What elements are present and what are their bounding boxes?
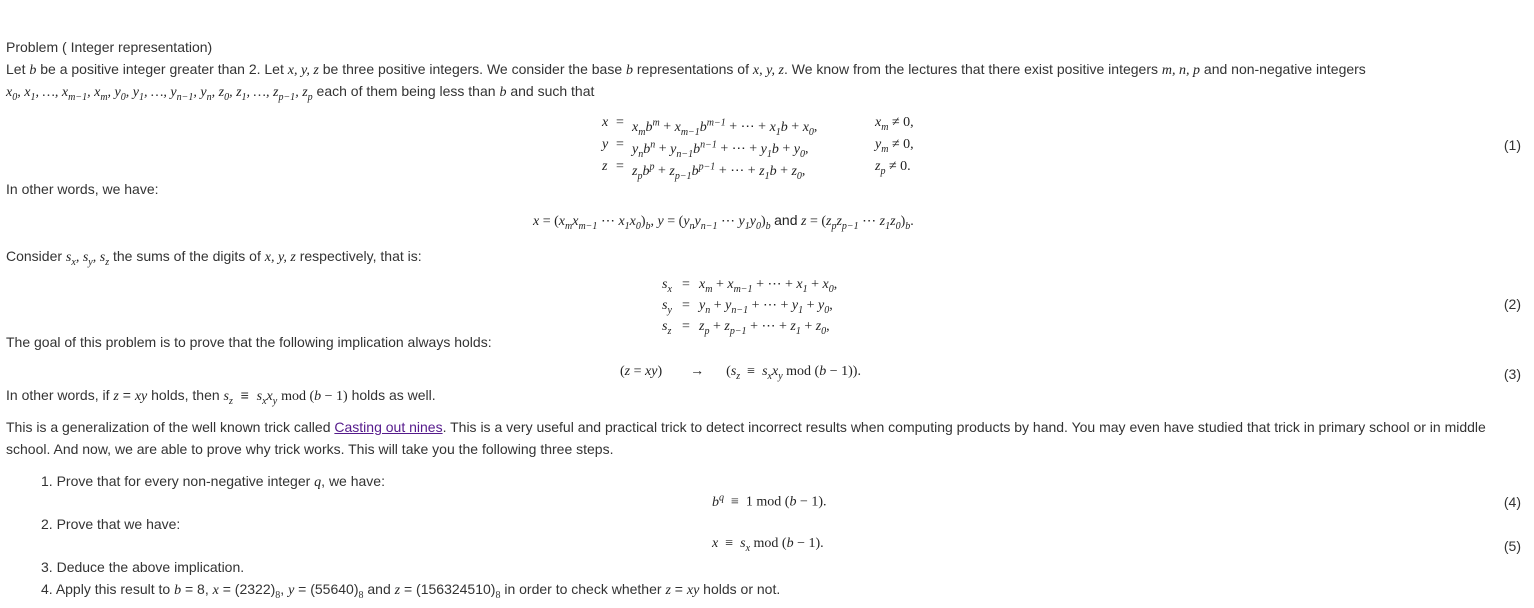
intro-line-2: $x_0$, $x_1$, …, $x_{m-1}$, $x_m$, $y_0$, $y_1$, …, $y_{n-1}$, $y_n$, $z_0$, $z_1$, …, $z_{p-1}$, $z_p$ each of them being less than b and such that (6, 83, 595, 103)
step-text: Prove that we have: (56, 516, 181, 532)
eq1-cond: ≠ 0, (891, 137, 914, 152)
step-number: 2. (41, 516, 53, 532)
intro-text: . We know from the lectures that there exist positive integers (783, 61, 1162, 77)
mod-word: mod (786, 364, 812, 379)
equation-3: $(z = xy) \to (s_z \equiv s_xx_y$ mod (b − 1)). (620, 364, 861, 382)
step-text: Prove that for every non-negative integer (56, 473, 315, 489)
step-number: 4. (41, 581, 53, 597)
step-4: 4. Apply this result to b = 8, $x = (2322)_8$, $y = (55640)_8$ and $z = (156324510)_8$ in order to check whether z = xy holds or not. (41, 581, 781, 601)
step-text: Deduce the above implication. (56, 559, 245, 575)
goal-line: The goal of this problem is to prove that the following implication always holds: (6, 334, 492, 350)
consider-text: the sums of the digits of (109, 248, 265, 264)
intro-text: representations of (633, 61, 753, 77)
implication-arrow: → (690, 364, 705, 379)
intro-text: be three positive integers. We consider the base (318, 61, 626, 77)
intro-text: Let (6, 61, 30, 77)
step-text: Apply this result to (55, 581, 175, 597)
step-3 (41, 559, 244, 575)
intro-text: be a positive integer greater than 2. Let (36, 61, 288, 77)
step-text: , we have: (321, 473, 385, 489)
step-number: 3. (41, 559, 53, 575)
step-text: holds or not. (699, 581, 781, 597)
in-other-words-1: In other words, we have: (6, 181, 159, 197)
casting-out-nines-link[interactable]: Casting out nines (334, 419, 443, 435)
base-representation-equation: $x = (x_mx_{m-1}$ ⋯ $x_1x_0)_b$, $y = (y_ny_{n-1}$ ⋯ $y_1y_0)_b$ and $z = (z_pz_{p-1}$ ⋯ $z_1z_0)_b$. (533, 212, 914, 232)
equation-number-4: (4) (1503, 494, 1521, 510)
step-2 (41, 516, 180, 532)
general-text: This is a generalization of the well known trick called (6, 419, 335, 435)
intro-text: each of them being less than (312, 83, 500, 99)
problem-heading: Problem ( Integer representation) (6, 39, 213, 55)
step-text: and (363, 581, 395, 597)
equation-number-2: (2) (1503, 296, 1521, 312)
equation-number-3: (3) (1503, 366, 1521, 382)
consider-line: Consider $s_x$, $s_y$, $s_z$ the sums of the digits of x, y, z respectively, that is: (6, 248, 422, 268)
step-1: 1. Prove that for every non-negative integer q, we have: (41, 473, 385, 490)
in-other-words-2: In other words, if z = xy holds, then $s_z \equiv s_xx_y$ mod (b − 1) holds as well. (6, 387, 436, 407)
mod-word: mod (756, 494, 782, 510)
equation-4: $b^q \equiv 1$ mod (b − 1). (712, 492, 827, 510)
generalization-line-1 (6, 419, 1486, 435)
and-word: and (774, 212, 798, 228)
consider-text: respectively, that is: (295, 248, 422, 264)
consider-text: Consider (6, 248, 66, 264)
iow2-text: holds as well. (347, 387, 436, 403)
equation-number-5: (5) (1503, 538, 1521, 554)
equation-2: $s_x$ = $x_m + x_{m-1}$ + ⋯ + $x_1 + x_0$, $s_y$ = $y_n + y_{n-1}$ + ⋯ + $y_1 + y_0$, $s_z$ = $z_p + z_{p-1}$ + ⋯ + $z_1 + z_0$, (662, 277, 838, 337)
general-text: . This is a very useful and practical trick to detect incorrect results when computing products by hand. You may even have studied that trick in primary school or in middle (442, 419, 1486, 435)
equation-number-1: (1) (1503, 137, 1521, 153)
eq1-cond: ≠ 0. (888, 159, 911, 174)
intro-line-1: Let b be a positive integer greater than 2. Let x, y, z be three positive integers. We consider the base b representations of x, y, z. We know from the lectures that there exist positive integers m, n, p and non-negative integers (6, 61, 1366, 78)
iow2-text: In other words, if (6, 387, 114, 403)
equation-1: x = $x_mb^m + x_{m-1}b^{m-1}$ + ⋯ + $x_1b + x_0$, $x_m \ne 0$, y = $y_nb^n + y_{n-1}b^{n-1}$ + ⋯ + $y_1b + y_0$, $y_m \ne 0$, z = $z_pb^p + z_{p-1}b^{p-1}$ + ⋯ + $z_1b + z_0$, $z_p \ne 0$. (602, 115, 914, 182)
equation-5: $x \equiv s_x$ mod (b − 1). (712, 536, 824, 554)
mod-word: mod (753, 536, 779, 551)
eq1-cond: ≠ 0, (891, 115, 914, 130)
intro-text: and non-negative integers (1200, 61, 1366, 77)
iow2-text: holds, then (147, 387, 224, 403)
generalization-line-2: school. And now, we are able to prove why trick works. This will take you the following three steps. (6, 441, 614, 457)
step-text: in order to check whether (500, 581, 666, 597)
step-number: 1. (41, 473, 53, 489)
intro-text: and such that (506, 83, 595, 99)
